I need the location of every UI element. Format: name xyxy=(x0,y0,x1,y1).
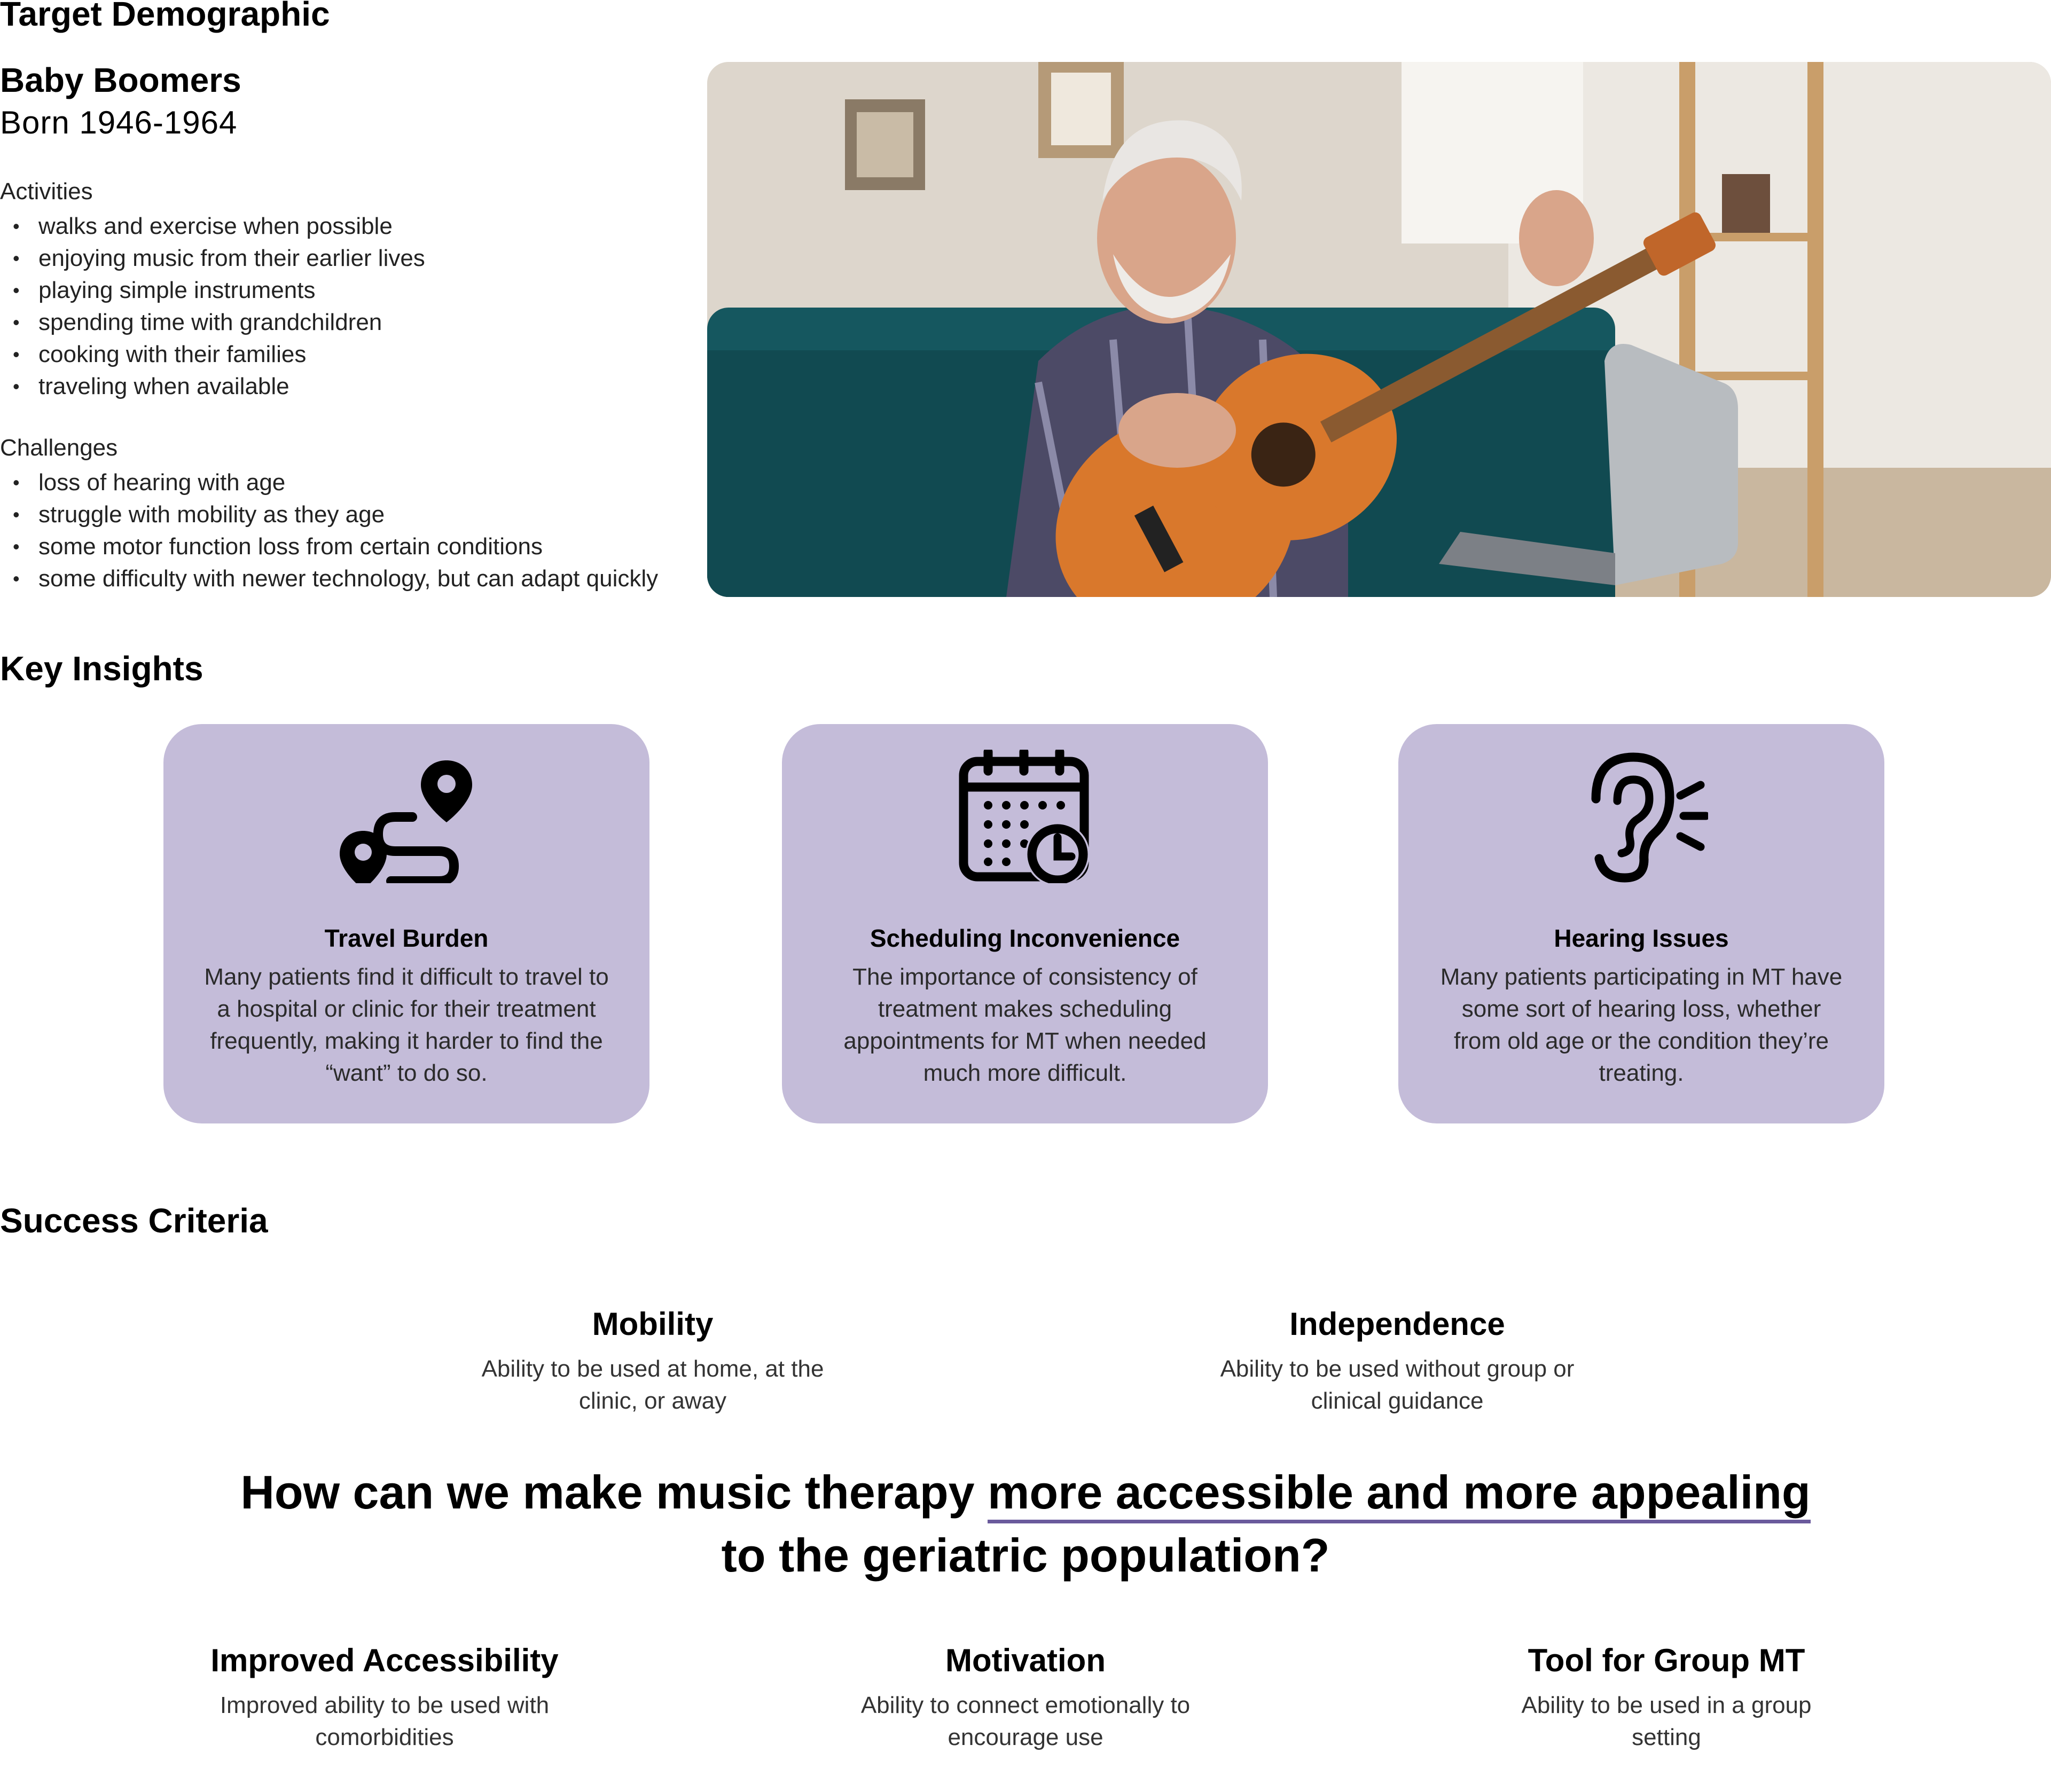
photo-illustration xyxy=(707,62,2051,597)
question-text-end: to the geriatric population? xyxy=(721,1529,1330,1582)
ear-sound-icon xyxy=(1575,750,1708,883)
list-item: • struggle with mobility as they age xyxy=(0,499,658,531)
criterion-independence xyxy=(1205,1308,1590,1417)
section-title-target-demographic: Target Demographic xyxy=(0,0,330,33)
challenges-list xyxy=(0,467,658,595)
criterion-title: Independence xyxy=(1289,1306,1505,1342)
insight-card-hearing xyxy=(1398,724,1884,1123)
calendar-clock-icon xyxy=(958,750,1092,883)
activities-heading: Activities xyxy=(0,178,93,205)
persona-photo xyxy=(707,62,2051,597)
question-text: How can we make music therapy xyxy=(240,1466,988,1519)
guiding-question xyxy=(160,1461,1891,1587)
criterion-desc: Ability to be used at home, at the clinic, or away xyxy=(481,1356,824,1414)
challenges-heading: Challenges xyxy=(0,435,118,461)
criterion-desc: Ability to connect emotionally to encourage use xyxy=(860,1692,1191,1750)
list-item: • enjoying music from their earlier lives xyxy=(0,242,425,274)
criterion-mobility xyxy=(466,1308,840,1417)
activities-list xyxy=(0,210,425,403)
criterion-desc: Ability to be used without group or clinical guidance xyxy=(1220,1356,1575,1414)
criterion-title: Tool for Group MT xyxy=(1528,1642,1805,1678)
list-item: • some difficulty with newer technology, but can adapt quickly xyxy=(0,563,658,595)
list-item: • cooking with their families xyxy=(0,339,425,371)
section-title-key-insights: Key Insights xyxy=(0,649,203,688)
criterion-motivation xyxy=(833,1642,1218,1754)
list-item: • spending time with grandchildren xyxy=(0,306,425,339)
section-title-success-criteria: Success Criteria xyxy=(0,1201,268,1240)
list-item: • walks and exercise when possible xyxy=(0,210,425,242)
insight-card-travel xyxy=(163,724,649,1123)
persona-born: Born 1946-1964 xyxy=(0,105,238,140)
list-item: • traveling when available xyxy=(0,371,425,403)
persona-name: Baby Boomers xyxy=(0,61,241,99)
list-item: • loss of hearing with age xyxy=(0,467,658,499)
card-body: Many patients participating in MT have some sort of hearing loss, whether from old age or the condition they’re treating. xyxy=(1440,964,1843,1086)
route-pins-icon xyxy=(340,750,473,883)
criterion-title: Motivation xyxy=(945,1642,1106,1678)
criterion-tool-group-mt xyxy=(1485,1642,1848,1754)
card-title: Scheduling Inconvenience xyxy=(870,924,1180,952)
card-body: Many patients find it difficult to travel to a hospital or clinic for their treatment frequently, making it harder to find the “want” to do so. xyxy=(204,964,609,1086)
list-item: • playing simple instruments xyxy=(0,274,425,306)
criterion-desc: Improved ability to be used with comorbidities xyxy=(220,1692,550,1750)
card-title: Travel Burden xyxy=(324,924,489,952)
insight-card-scheduling xyxy=(782,724,1268,1123)
criterion-title: Mobility xyxy=(592,1306,714,1342)
list-item: • some motor function loss from certain conditions xyxy=(0,531,658,563)
question-highlight: more accessible and more appealing xyxy=(988,1466,1811,1523)
criterion-desc: Ability to be used in a group setting xyxy=(1521,1692,1812,1750)
criterion-improved-accessibility xyxy=(192,1642,577,1754)
card-title: Hearing Issues xyxy=(1554,924,1729,952)
criterion-title: Improved Accessibility xyxy=(210,1642,559,1678)
card-body: The importance of consistency of treatment makes scheduling appointments for MT when needed much more difficult. xyxy=(843,964,1207,1086)
